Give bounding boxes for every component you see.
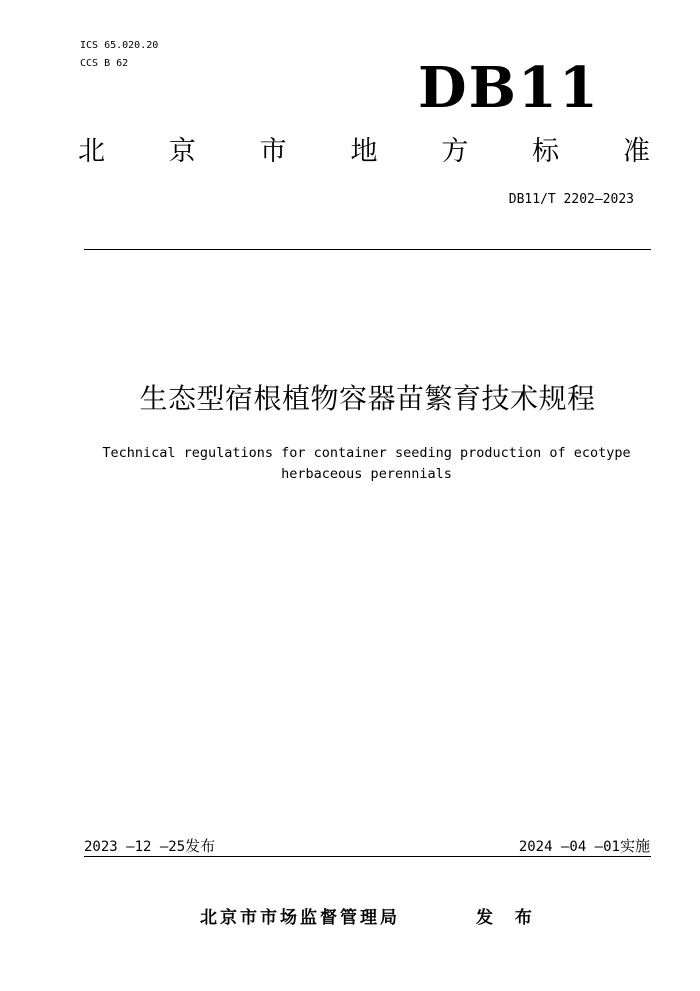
header-divider <box>84 249 651 250</box>
publisher-name: 北京市市场监督管理局 <box>200 908 400 928</box>
document-title-en: Technical regulations for container seeding production of ecotype herbaceous perennials <box>102 445 631 482</box>
standard-type-char: 地 <box>350 136 378 167</box>
standard-type-char: 方 <box>441 136 469 167</box>
implementation-date-value: 2024 —04 —01 <box>518 839 620 855</box>
ics-code: ICS 65.020.20 <box>80 40 159 51</box>
ccs-code: CCS B 62 <box>80 58 129 69</box>
issue-date <box>84 835 215 856</box>
standard-type-char: 北 <box>78 136 105 167</box>
classification-codes <box>80 37 158 73</box>
implementation-date <box>519 835 650 856</box>
standard-type-char: 标 <box>532 136 560 167</box>
standard-number: DB11/T 2202—2023 <box>508 192 634 207</box>
standard-type-char: 京 <box>168 136 196 167</box>
publish-label: 发 布 <box>476 908 540 928</box>
standard-type-char: 市 <box>259 136 287 167</box>
issue-date-label: 发布 <box>185 837 216 855</box>
standard-type-title <box>78 132 650 172</box>
issue-date-value: 2023 —12 —25 <box>84 839 186 855</box>
standard-type-char: 准 <box>622 136 650 167</box>
implementation-date-label: 实施 <box>619 837 650 855</box>
footer-divider <box>84 856 651 857</box>
document-title-zh: 生态型宿根植物容器苗繁育技术规程 <box>139 382 596 415</box>
db11-logo: DB11 <box>418 55 600 121</box>
